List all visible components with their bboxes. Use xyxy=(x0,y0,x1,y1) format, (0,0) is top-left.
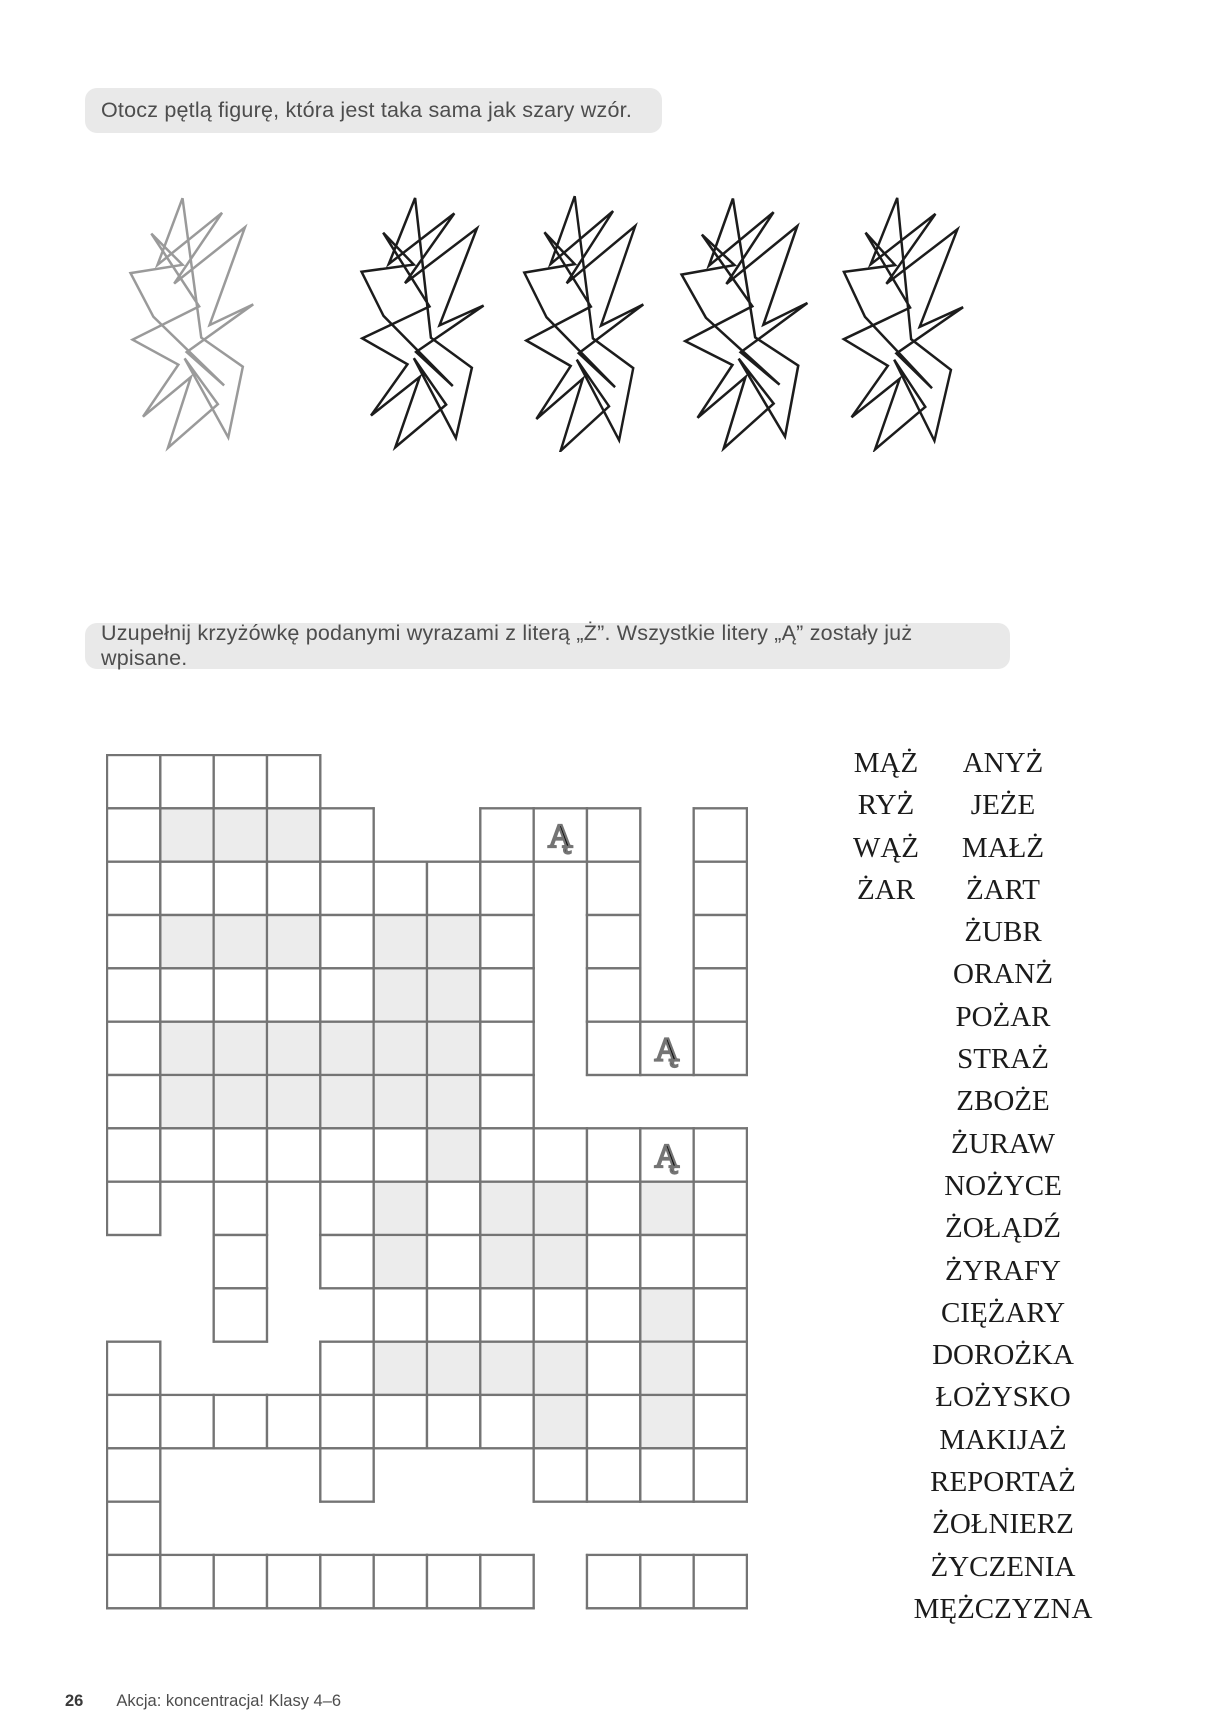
crossword-cell[interactable] xyxy=(694,1395,747,1448)
word-list-item: ŻUBR xyxy=(964,916,1042,949)
crossword-cell xyxy=(214,1022,267,1075)
crossword-cell[interactable] xyxy=(694,808,747,861)
crossword-cell[interactable] xyxy=(160,755,213,808)
crossword-cell[interactable] xyxy=(587,1555,640,1608)
crossword-cell[interactable] xyxy=(587,808,640,861)
crossword-cell[interactable] xyxy=(107,1128,160,1181)
crossword-cell xyxy=(534,1235,587,1288)
word-list-row xyxy=(800,747,1206,789)
crossword-cell[interactable] xyxy=(160,1555,213,1608)
crossword-cell xyxy=(427,915,480,968)
crossword-cell[interactable] xyxy=(107,1395,160,1448)
crossword-cell xyxy=(427,1342,480,1395)
word-list-row xyxy=(800,1381,1206,1423)
crossword-cell[interactable] xyxy=(214,862,267,915)
crossword-cell[interactable] xyxy=(534,1128,587,1181)
crossword-cell xyxy=(374,1022,427,1075)
word-list-row xyxy=(800,1212,1206,1254)
word-list-item: ŻART xyxy=(966,873,1040,906)
crossword-cell[interactable] xyxy=(480,808,533,861)
word-list-item: JEŻE xyxy=(970,789,1036,822)
word-list-row xyxy=(800,1128,1206,1170)
crossword-cell[interactable] xyxy=(480,862,533,915)
footer-title: Akcja: koncentracja! Klasy 4–6 xyxy=(116,1692,342,1710)
crossword-cell[interactable] xyxy=(320,1395,373,1448)
crossword-cell[interactable] xyxy=(374,862,427,915)
word-list-row xyxy=(800,916,1206,958)
word-list-row xyxy=(800,1043,1206,1085)
crossword-cell[interactable] xyxy=(587,1128,640,1181)
crossword-cell xyxy=(374,968,427,1021)
crossword-cell[interactable] xyxy=(267,862,320,915)
word-list-row xyxy=(800,1508,1206,1550)
crossword-cell[interactable] xyxy=(160,1395,213,1448)
word-list-row xyxy=(800,1424,1206,1466)
crossword-cell xyxy=(160,1075,213,1128)
figure-option-3[interactable] xyxy=(672,192,822,452)
crossword-cell[interactable] xyxy=(694,1555,747,1608)
crossword-cell xyxy=(374,1182,427,1235)
crossword-cell[interactable] xyxy=(320,1342,373,1395)
crossword-cell xyxy=(160,1022,213,1075)
figure-pattern xyxy=(120,192,270,452)
crossword-cell[interactable] xyxy=(374,1288,427,1341)
crossword-cell[interactable] xyxy=(107,808,160,861)
crossword-cell xyxy=(267,1075,320,1128)
word-list-item: POŻAR xyxy=(955,1000,1051,1033)
word-list-row xyxy=(800,958,1206,1000)
word-list-item: ŻYCZENIA xyxy=(930,1550,1076,1583)
crossword-cell[interactable] xyxy=(427,1395,480,1448)
crossword-cell xyxy=(267,915,320,968)
word-list-item: DOROŻKA xyxy=(932,1339,1074,1372)
word-list-item: MAKIJAŻ xyxy=(939,1423,1067,1456)
word-list-row xyxy=(800,1593,1206,1635)
crossword-grid[interactable] xyxy=(106,754,748,1610)
crossword-cell[interactable] xyxy=(587,1182,640,1235)
crossword-cell xyxy=(374,915,427,968)
crossword-cell[interactable] xyxy=(320,915,373,968)
crossword-cell[interactable] xyxy=(694,1128,747,1181)
crossword-cell[interactable] xyxy=(587,1235,640,1288)
word-list-item: STRAŻ xyxy=(957,1043,1049,1076)
crossword-cell xyxy=(267,808,320,861)
crossword-cell[interactable] xyxy=(320,968,373,1021)
crossword-cell[interactable] xyxy=(694,1448,747,1501)
crossword-cell xyxy=(214,915,267,968)
crossword-cell[interactable] xyxy=(480,1022,533,1075)
crossword-cell[interactable] xyxy=(694,1182,747,1235)
crossword-cell[interactable] xyxy=(534,1288,587,1341)
crossword-cell[interactable] xyxy=(480,1128,533,1181)
prefilled-letter: Ą xyxy=(654,1031,680,1069)
crossword-cell[interactable] xyxy=(694,1288,747,1341)
crossword-cell[interactable] xyxy=(480,1075,533,1128)
crossword-cell xyxy=(214,1075,267,1128)
word-list-item: ZBOŻE xyxy=(956,1085,1050,1118)
word-list-row xyxy=(800,1255,1206,1297)
crossword-cell[interactable] xyxy=(267,1555,320,1608)
crossword-cell[interactable] xyxy=(427,1555,480,1608)
word-list-row xyxy=(800,1551,1206,1593)
word-list-item: ŻOŁĄDŹ xyxy=(945,1212,1061,1245)
crossword-cell[interactable] xyxy=(107,1342,160,1395)
crossword-cell xyxy=(534,1342,587,1395)
crossword-cell xyxy=(320,1022,373,1075)
crossword-cell[interactable] xyxy=(320,1235,373,1288)
figure-option-4[interactable] xyxy=(832,192,982,452)
word-list-row xyxy=(800,789,1206,831)
figure-option-1[interactable] xyxy=(350,192,500,452)
crossword-cell[interactable] xyxy=(107,1075,160,1128)
crossword-cell[interactable] xyxy=(107,915,160,968)
word-list-row xyxy=(800,1339,1206,1381)
crossword-cell[interactable] xyxy=(107,1182,160,1235)
crossword-cell[interactable] xyxy=(587,1395,640,1448)
crossword-cell[interactable] xyxy=(374,1395,427,1448)
crossword-cell xyxy=(427,1022,480,1075)
crossword-cell xyxy=(374,1342,427,1395)
word-list-item: ANYŻ xyxy=(962,747,1044,779)
crossword-cell[interactable] xyxy=(534,1448,587,1501)
word-list-item: MĘŻCZYZNA xyxy=(913,1592,1093,1625)
word-list-item: ORANŻ xyxy=(953,958,1053,991)
crossword-cell[interactable] xyxy=(587,1342,640,1395)
word-list xyxy=(800,747,1206,1635)
crossword-cell[interactable] xyxy=(214,1128,267,1181)
word-list-item: RYŻ xyxy=(857,789,915,822)
crossword-cell xyxy=(480,1182,533,1235)
crossword-cell[interactable] xyxy=(640,1235,693,1288)
crossword-cell[interactable] xyxy=(640,1555,693,1608)
crossword-cell[interactable] xyxy=(694,1235,747,1288)
task2-instruction: Uzupełnij krzyżówkę podanymi wyrazami z literą „Ż”. Wszystkie litery „Ą” zostały już wpisane. xyxy=(85,623,1010,669)
word-list-row xyxy=(800,1466,1206,1508)
word-list-row xyxy=(800,832,1206,874)
word-list-item: ŻYRAFY xyxy=(944,1254,1061,1287)
crossword-cell[interactable] xyxy=(107,755,160,808)
crossword-cell[interactable] xyxy=(587,1288,640,1341)
crossword-cell xyxy=(534,1182,587,1235)
crossword-cell[interactable] xyxy=(107,862,160,915)
word-list-item: ŻAR xyxy=(857,873,915,906)
crossword-cell xyxy=(374,1075,427,1128)
crossword-cell[interactable] xyxy=(214,1235,267,1288)
figure-option-2[interactable] xyxy=(512,192,662,452)
crossword-cell[interactable] xyxy=(267,755,320,808)
crossword-cell[interactable] xyxy=(214,1555,267,1608)
crossword-cell xyxy=(427,968,480,1021)
crossword-cell xyxy=(320,1075,373,1128)
word-list-row xyxy=(800,1170,1206,1212)
crossword-cell[interactable] xyxy=(427,1182,480,1235)
crossword-cell xyxy=(640,1342,693,1395)
crossword-cell[interactable] xyxy=(587,1448,640,1501)
crossword-cell[interactable] xyxy=(694,1342,747,1395)
word-list-item: WĄŻ xyxy=(852,831,920,864)
crossword-cell[interactable] xyxy=(320,1555,373,1608)
crossword-cell[interactable] xyxy=(374,1128,427,1181)
crossword-cell[interactable] xyxy=(107,1502,160,1555)
crossword-cell[interactable] xyxy=(427,862,480,915)
crossword-cell[interactable] xyxy=(320,1182,373,1235)
crossword-cell[interactable] xyxy=(694,1022,747,1075)
word-list-item: MAŁŻ xyxy=(961,831,1045,864)
crossword-cell[interactable] xyxy=(427,1235,480,1288)
word-list-item: NOŻYCE xyxy=(944,1169,1062,1202)
word-list-item: ŻOŁNIERZ xyxy=(932,1508,1074,1541)
crossword-cell[interactable] xyxy=(427,1288,480,1341)
crossword-cell[interactable] xyxy=(320,808,373,861)
word-list-item: ŻURAW xyxy=(951,1127,1055,1160)
prefilled-letter: Ą xyxy=(548,817,573,855)
crossword-cell[interactable] xyxy=(320,1448,373,1501)
crossword-cell xyxy=(427,1075,480,1128)
crossword-cell[interactable] xyxy=(214,755,267,808)
crossword-cell[interactable] xyxy=(480,1555,533,1608)
crossword-cell[interactable] xyxy=(480,1288,533,1341)
word-list-item: MĄŻ xyxy=(853,747,919,779)
word-list-item: CIĘŻARY xyxy=(940,1296,1066,1329)
crossword-cell[interactable] xyxy=(214,968,267,1021)
crossword-cell xyxy=(640,1182,693,1235)
crossword-cell[interactable] xyxy=(694,968,747,1021)
crossword-cell[interactable] xyxy=(160,1128,213,1181)
crossword-cell[interactable] xyxy=(214,1288,267,1341)
crossword-cell[interactable] xyxy=(587,968,640,1021)
word-list-row xyxy=(800,1001,1206,1043)
crossword-cell xyxy=(480,1342,533,1395)
crossword-cell xyxy=(480,1235,533,1288)
crossword-cell[interactable] xyxy=(107,1448,160,1501)
crossword-cell xyxy=(534,1395,587,1448)
crossword-cell[interactable] xyxy=(267,1395,320,1448)
crossword-cell[interactable] xyxy=(694,915,747,968)
page-footer xyxy=(65,1692,341,1711)
word-list-item: ŁOŻYSKO xyxy=(935,1381,1071,1414)
crossword-cell[interactable] xyxy=(587,915,640,968)
crossword-cell[interactable] xyxy=(160,968,213,1021)
crossword-cell[interactable] xyxy=(214,1395,267,1448)
crossword-cell[interactable] xyxy=(587,862,640,915)
crossword-cell[interactable] xyxy=(480,968,533,1021)
crossword-cell[interactable] xyxy=(214,1182,267,1235)
crossword-cell xyxy=(267,1022,320,1075)
crossword-cell[interactable] xyxy=(160,862,213,915)
crossword-cell xyxy=(214,808,267,861)
crossword-cell[interactable] xyxy=(480,1395,533,1448)
word-list-row xyxy=(800,874,1206,916)
crossword-cell[interactable] xyxy=(267,1128,320,1181)
crossword-cell[interactable] xyxy=(694,862,747,915)
crossword-cell[interactable] xyxy=(320,1128,373,1181)
task1-instruction: Otocz pętlą figurę, która jest taka sama jak szary wzór. xyxy=(85,88,662,133)
crossword-cell xyxy=(640,1288,693,1341)
crossword-cell[interactable] xyxy=(107,1022,160,1075)
crossword-cell[interactable] xyxy=(374,1555,427,1608)
crossword-cell xyxy=(640,1395,693,1448)
prefilled-letter: Ą xyxy=(654,1137,680,1175)
word-list-row xyxy=(800,1297,1206,1339)
crossword-cell[interactable] xyxy=(587,1022,640,1075)
crossword-cell[interactable] xyxy=(267,968,320,1021)
crossword-cell xyxy=(427,1128,480,1181)
word-list-row xyxy=(800,1085,1206,1127)
page-number: 26 xyxy=(65,1692,84,1710)
crossword-cell xyxy=(160,915,213,968)
crossword-cell[interactable] xyxy=(320,862,373,915)
crossword-cell[interactable] xyxy=(640,1448,693,1501)
crossword-cell[interactable] xyxy=(107,968,160,1021)
crossword-cell xyxy=(160,808,213,861)
crossword-cell[interactable] xyxy=(107,1555,160,1608)
crossword-cell[interactable] xyxy=(480,915,533,968)
crossword-cell xyxy=(374,1235,427,1288)
word-list-item: REPORTAŻ xyxy=(930,1466,1076,1499)
